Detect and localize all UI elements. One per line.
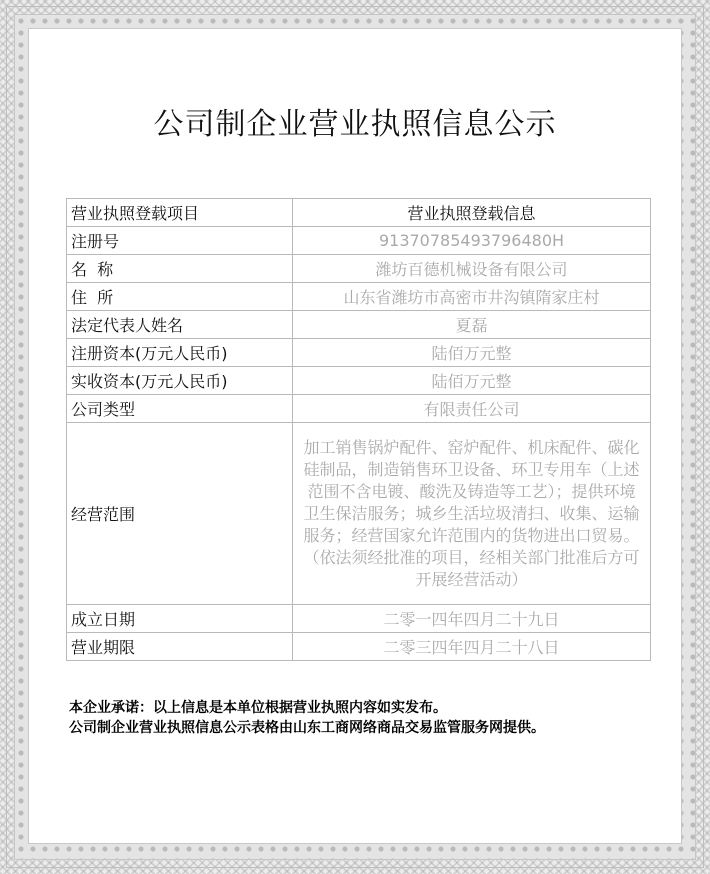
row-value: 陆佰万元整 (293, 339, 651, 367)
table-row (67, 255, 651, 283)
row-value: 潍坊百德机械设备有限公司 (293, 255, 651, 283)
row-value: 陆佰万元整 (293, 367, 651, 395)
row-label: 实收资本(万元人民币) (67, 367, 293, 395)
business-scope-value: 加工销售锅炉配件、窑炉配件、机床配件、碳化硅制品，制造销售环卫设备、环卫专用车（上述范围不含电镀、酸洗及铸造等工艺）；提供环境卫生保洁服务；城乡生活垃圾清扫、收集、运输服务；经营国家允许范围内的货物进出口贸易。（依法须经批准的项目，经相关部门批准后方可开展经营活动） (293, 423, 651, 605)
table-row (67, 227, 651, 255)
row-value: 二零一四年四月二十九日 (293, 605, 651, 633)
table-row (67, 423, 651, 605)
provider-note: 公司制企业营业执照信息公示表格由山东工商网络商品交易监管服务网提供。 (69, 720, 545, 736)
row-label: 法定代表人姓名 (67, 311, 293, 339)
row-value: 夏磊 (293, 311, 651, 339)
header-info: 营业执照登载信息 (293, 199, 651, 227)
footnotes (69, 698, 545, 738)
row-label: 营业期限 (67, 633, 293, 661)
row-label: 经营范围 (67, 423, 293, 605)
table-row (67, 395, 651, 423)
row-label: 名 称 (67, 255, 293, 283)
page-title: 公司制企业营业执照信息公示 (153, 107, 557, 142)
row-value: 二零三四年四月二十八日 (293, 633, 651, 661)
commitment-note: 本企业承诺：以上信息是本单位根据营业执照内容如实发布。 (69, 700, 447, 716)
table-row (67, 605, 651, 633)
table-row (67, 339, 651, 367)
row-value: 91370785493796480H (293, 227, 651, 255)
row-label: 住 所 (67, 283, 293, 311)
table-row (67, 367, 651, 395)
header-item: 营业执照登载项目 (67, 199, 293, 227)
row-label: 成立日期 (67, 605, 293, 633)
row-value: 山东省潍坊市高密市井沟镇隋家庄村 (293, 283, 651, 311)
row-label: 注册资本(万元人民币) (67, 339, 293, 367)
table-row (67, 311, 651, 339)
table-row (67, 633, 651, 661)
row-value: 有限责任公司 (293, 395, 651, 423)
table-header-row (67, 199, 651, 227)
row-label: 注册号 (67, 227, 293, 255)
row-label: 公司类型 (67, 395, 293, 423)
table-row (67, 283, 651, 311)
license-info-table (66, 198, 651, 661)
